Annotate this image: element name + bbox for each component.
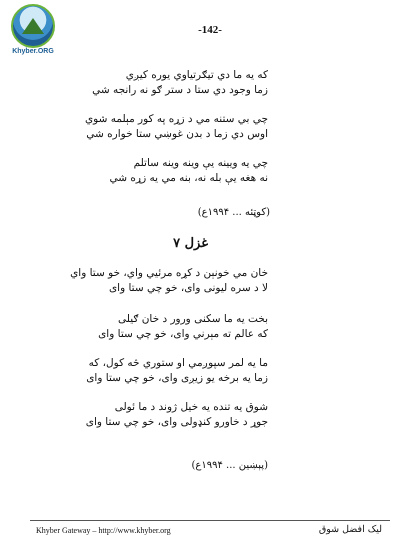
- verse-line: شوق یه تنده یه خیل ژوند د ما ئولی: [114, 401, 268, 413]
- stanza: [110, 156, 268, 186]
- stanza: [92, 68, 268, 98]
- verse-line: چي یه ویینه یې وینه وینه ساتلم: [133, 157, 268, 169]
- stanza: [70, 266, 268, 296]
- ghazal-heading: غزل ۷: [173, 236, 208, 251]
- verse-line: لا د سره لیونی وای، خو چي ستا وای: [108, 282, 268, 294]
- footer-divider: [30, 520, 390, 521]
- verse-line: که عالم ته مېرني وای، خو چي ستا وای: [98, 328, 268, 340]
- footer-author: لیک افضل شوق: [318, 524, 382, 535]
- verse-line: جوړ د خاورو کنډولی وای، خو چي ستا وای: [85, 416, 268, 428]
- logo-text: Khyber.ORG: [12, 48, 54, 55]
- verse-line: نه هغه یې بله نه، بنه مي یه زړه شي: [109, 172, 268, 184]
- page-number: -142-: [198, 24, 222, 36]
- poem-date: (کوټئه ... ۱۹۹۴ع): [197, 207, 270, 218]
- verse-line: خان مي خونېن د کړه مرئيي واي، خو ستا واي: [70, 267, 268, 279]
- verse-line: اوس دي زما د بدن غوښي ستا خواره شي: [86, 128, 268, 140]
- stanza: [85, 112, 268, 142]
- stanza: [86, 400, 268, 430]
- footer-site-link[interactable]: Khyber Gateway – http://www.khyber.org: [36, 526, 171, 535]
- verse-line: زما یه برخه یو زیږی وای، خو چي ستا وای: [86, 372, 268, 384]
- verse-line: چي بي ستنه مي د زړه په کور مېلمه شوي: [84, 113, 268, 125]
- verse-line: بخت یه ما سکنی ورور د خان ګیلی: [117, 313, 268, 325]
- verse-line: زما وجود دي ستا د ستر ګو نه رانجه شي: [92, 84, 268, 96]
- verse-line: که یه ما دي تیګرتیاوي یوره کیږي: [125, 69, 268, 81]
- stanza: [86, 356, 268, 386]
- verse-line: ما یه لمر سپوږمي او ستوري څه کول، که: [88, 357, 268, 369]
- poem-date: (پېښین ... ۱۹۹۴ع): [191, 460, 268, 471]
- stanza: [98, 312, 268, 342]
